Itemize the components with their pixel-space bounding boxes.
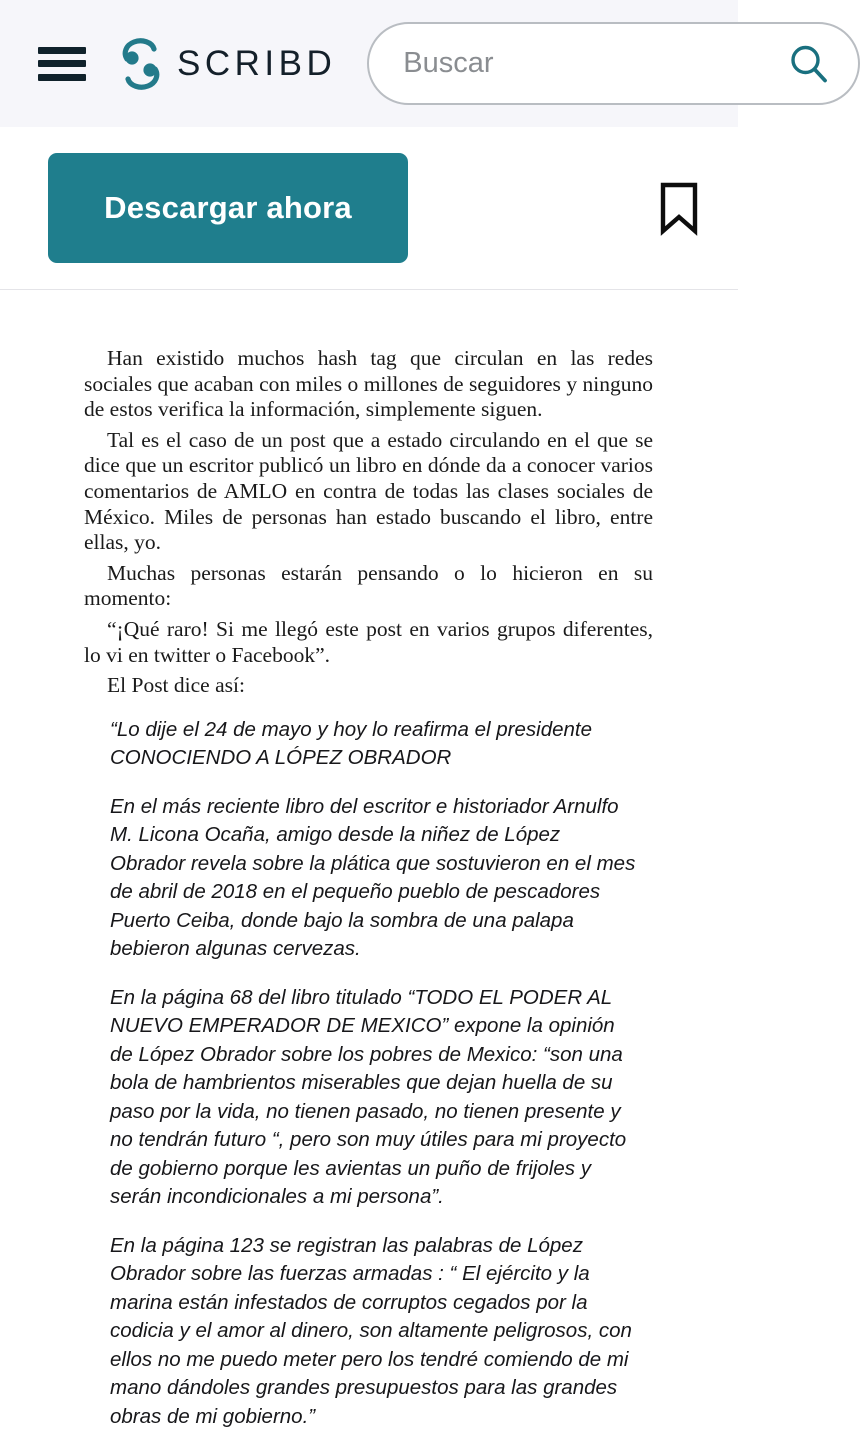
document-content (0, 290, 738, 1431)
bookmark-button[interactable] (656, 179, 702, 237)
site-header (0, 0, 738, 127)
scribd-logo-icon (118, 37, 164, 91)
quote-paragraph: “Lo dije el 24 de mayo y hoy lo reafirma el presidente (110, 717, 593, 741)
document-action-bar (0, 127, 738, 290)
bookmark-icon (659, 182, 699, 234)
search-icon[interactable] (788, 43, 830, 85)
document-paragraph: El Post dice así: (107, 673, 245, 698)
quoted-post-block (84, 716, 653, 1431)
quote-paragraph: En el más reciente libro del escritor e historiador Arnulfo M. Licona Ocaña, amigo desde la niñez de López Obrador revela sobre la plática que sostuvieron en el mes de abril de 2018 en el pequeño pueblo de pescadores Puerto Ceiba, donde bajo la sombra de una palapa bebieron algunas cervezas. (110, 794, 636, 961)
scribd-brand-link[interactable] (118, 37, 336, 91)
document-paragraph: Tal es el caso de un post que a estado circulando en el que se dice que un escritor publicó un libro en dónde da a conocer varios comentarios de AMLO en contra de todas las clases sociales de México. Miles de personas han estado buscando el libro, entre ellas, yo. (84, 427, 653, 555)
hamburger-bar-3 (38, 74, 86, 81)
quote-paragraph-heading: CONOCIENDO A LÓPEZ OBRADOR (110, 746, 452, 770)
quote-paragraph: En la página 123 se registran las palabras de López Obrador sobre las fuerzas armadas : “ El ejército y la marina están infestados de corruptos cegados por la codicia y el amor al dinero, son altamente peligrosos, con ellos no me puedo meter pero los tendré comiendo de mi mano dándoles grandes presupuestos para las grandes obras de mi gobierno.” (110, 1233, 632, 1428)
quote-paragraph: En la página 68 del libro titulado “TODO EL PODER AL NUEVO EMPERADOR DE MEXICO” expone la opinión de López Obrador sobre los pobres de Mexico: “son una bola de hambrientos miserables que dejan huella de su paso por la vida, no tienen pasado, no tienen presente y no tendrán futuro “, pero son muy útiles para mi proyecto de gobierno porque les avientas un puño de frijoles y serán incondicionales a mi persona”. (110, 985, 627, 1209)
search-box[interactable] (367, 22, 860, 105)
hamburger-bar-1 (38, 47, 86, 54)
scribd-wordmark: SCRIBD (177, 44, 337, 83)
document-paragraph: “¡Qué raro! Si me llegó este post en varios grupos diferentes, lo vi en twitter o Facebook”. (84, 616, 653, 667)
hamburger-bar-2 (38, 60, 86, 67)
download-now-button[interactable]: Descargar ahora (48, 153, 408, 263)
document-paragraph: Han existido muchos hash tag que circulan en las redes sociales que acaban con miles o millones de seguidores y ninguno de estos verifica la información, simplemente siguen. (84, 346, 653, 422)
search-input[interactable] (403, 47, 780, 80)
hamburger-menu-icon[interactable] (38, 47, 86, 81)
document-paragraph: Muchas personas estarán pensando o lo hicieron en su momento: (84, 560, 653, 611)
